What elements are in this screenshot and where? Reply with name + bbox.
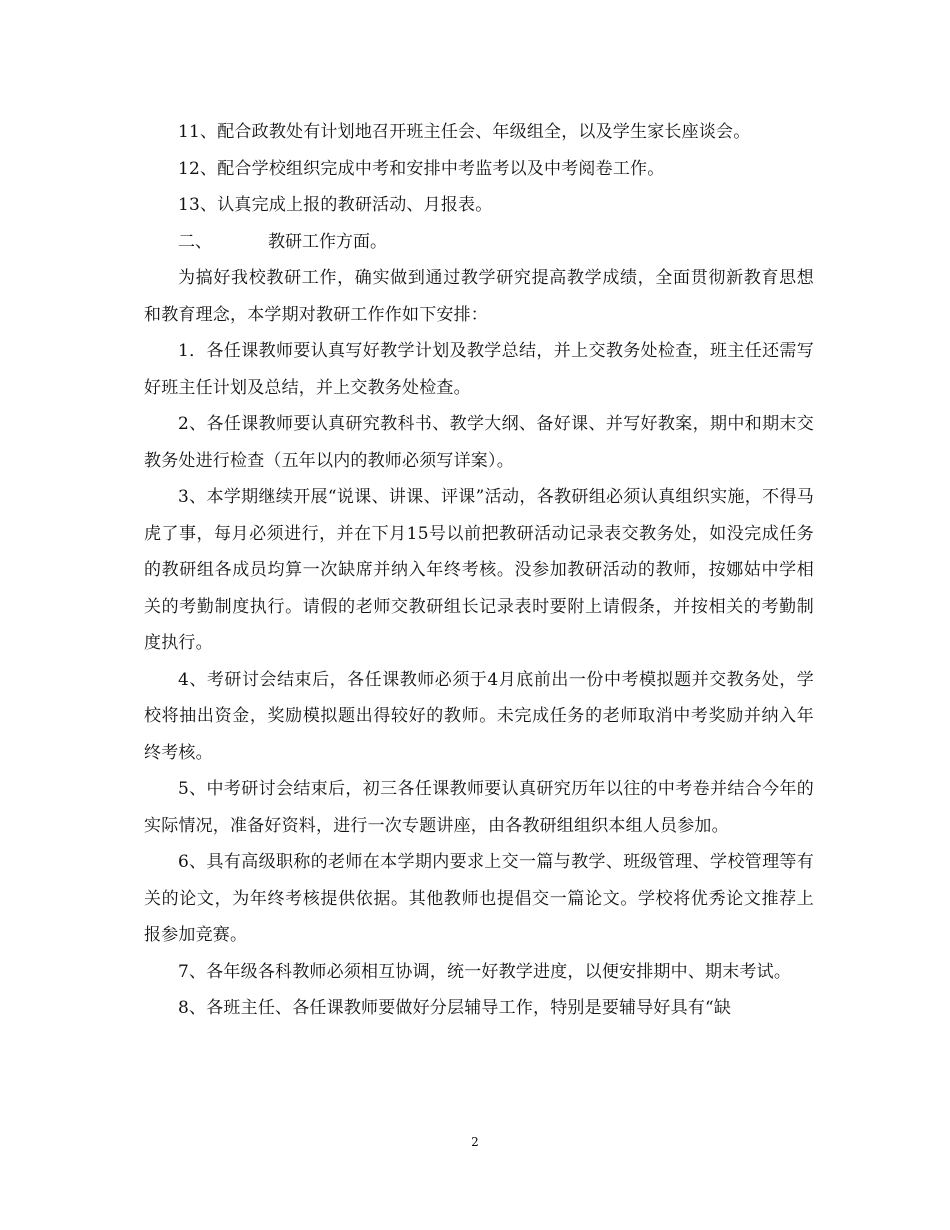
paragraph-item-1: 1．各任课教师要认真写好教学计划及教学总结，并上交教务处检查，班主任还需写好班主任计划及总结，并上交教务处检查。 <box>144 341 814 398</box>
paragraph-item-4: 4、考研讨会结束后，各任课教师必须于4月底前出一份中考模拟题并交教务处，学校将抽出资金，奖励模拟题出得较好的教师。未完成任务的老师取消中考奖励并纳入年终考核。 <box>144 669 814 763</box>
document-body <box>144 114 814 1027</box>
section-title: 教研工作方面。 <box>268 231 387 252</box>
paragraph-item-3: 3、本学期继续开展“说课、讲课、评课”活动，各教研组必须认真组织实施，不得马虎了事，每月必须进行，并在下月15号以前把教研活动记录表交教务处，如没完成任务的教研组各成员均算一次缺席并纳入年终考核。没参加教研活动的教师，按娜姑中学相关的考勤制度执行。请假的老师交教研组长记录表时要附上请假条，并按相关的考勤制度执行。 <box>144 487 814 653</box>
section-number: 二、 <box>178 231 212 252</box>
paragraph-item-11: 11、配合政教处有计划地召开班主任会、年级组全，以及学生家长座谈会。 <box>178 122 751 142</box>
page-number: 2 <box>471 1135 479 1149</box>
paragraph-item-12: 12、配合学校组织完成中考和安排中考监考以及中考阅卷工作。 <box>178 158 665 179</box>
paragraph-item-7: 7、各年级各科教师必须相互协调，统一好教学进度，以便安排期中、期末考试。 <box>178 961 792 982</box>
paragraph-item-8: 8、各班主任、各任课教师要做好分层辅导工作，特别是要辅导好具有“缺 <box>178 998 732 1018</box>
section-heading <box>144 224 814 261</box>
paragraph-intro: 为搞好我校教研工作，确实做到通过教学研究提高教学成绩，全面贯彻新教育思想和教育理念，本学期对教研工作作如下安排： <box>144 268 814 325</box>
paragraph-item-5: 5、中考研讨会结束后，初三各任课教师要认真研究历年以往的中考卷并结合今年的实际情况，准备好资料，进行一次专题讲座，由各教研组组织本组人员参加。 <box>144 779 814 836</box>
paragraph-item-2: 2、各任课教师要认真研究教科书、教学大纲、备好课、并写好教案，期中和期末交教务处进行检查（五年以内的教师必须写详案）。 <box>144 414 814 471</box>
paragraph-item-13: 13、认真完成上报的教研活动、月报表。 <box>178 195 493 215</box>
paragraph-item-6: 6、具有高级职称的老师在本学期内要求上交一篇与教学、班级管理、学校管理等有关的论文，为年终考核提供依据。其他教师也提倡交一篇论文。学校将优秀论文推荐上报参加竞赛。 <box>144 852 814 945</box>
